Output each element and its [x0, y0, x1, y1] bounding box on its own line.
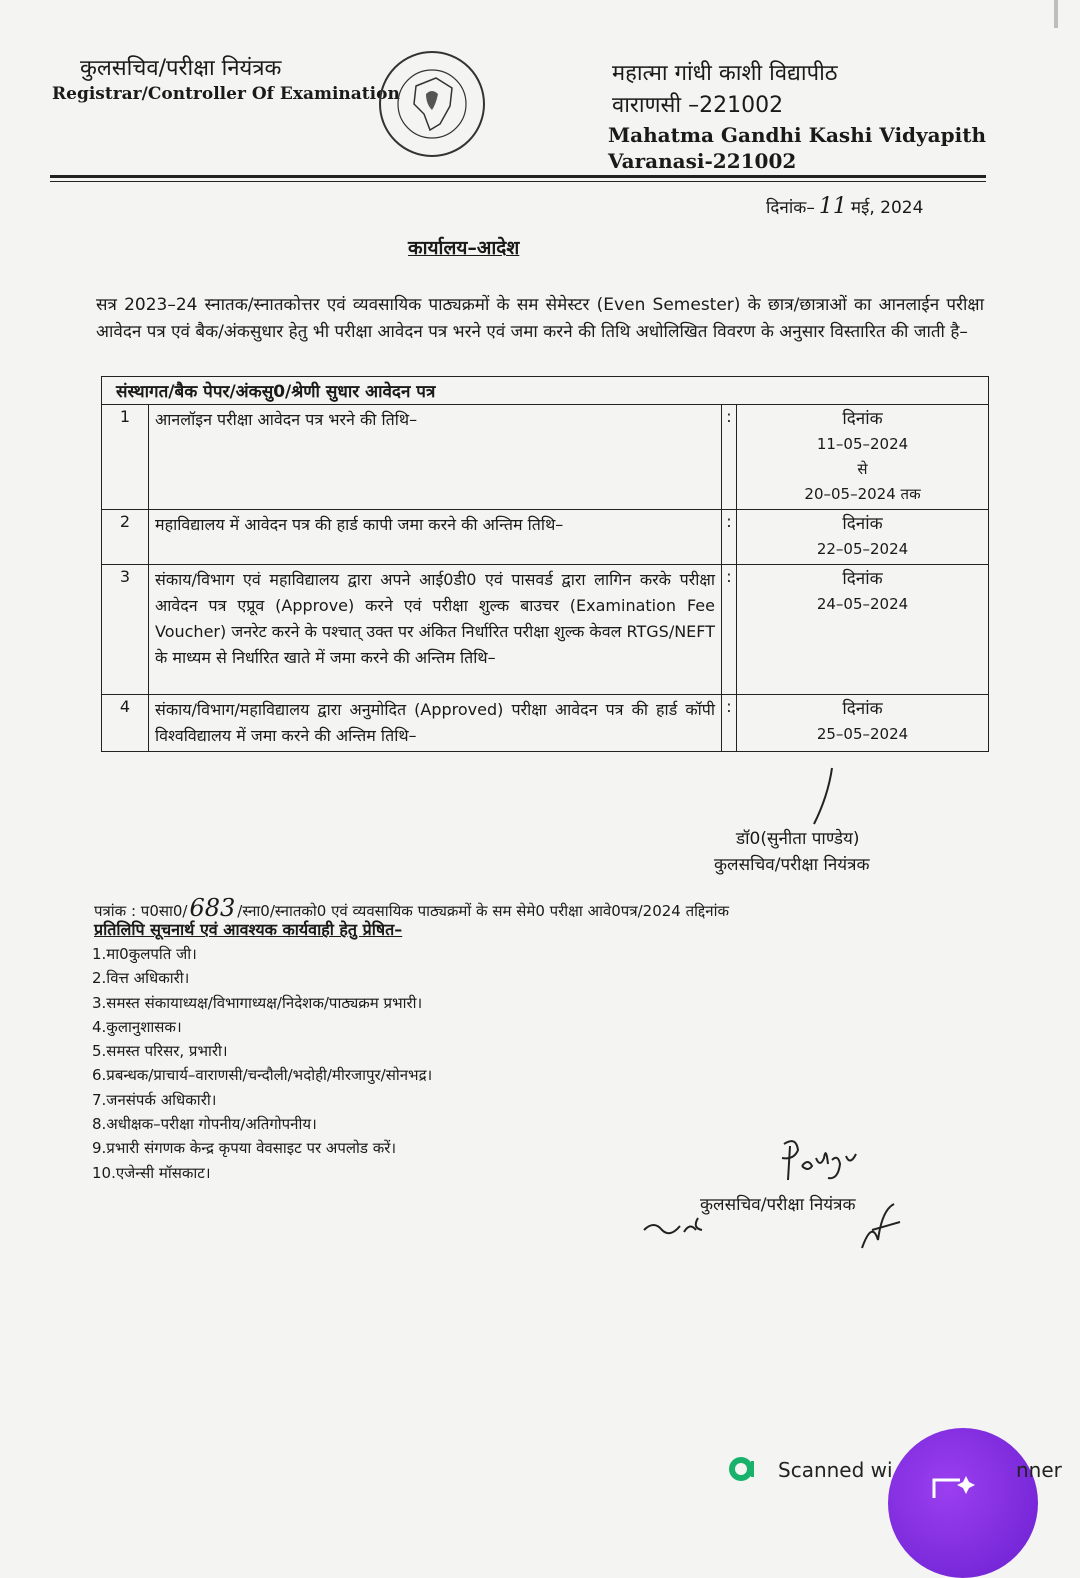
list-item: 10.एजेन्सी मॉसकाट। [92, 1163, 211, 1182]
list-item: 9.प्रभारी संगणक केन्द्र कृपया वेवसाइट पर अपलोड करें। [92, 1139, 397, 1158]
table-row [102, 405, 989, 510]
registrar-title-english: Registrar/Controller Of Examination [52, 84, 400, 104]
list-item: 3.समस्त संकायाध्यक्ष/विभागाध्यक्ष/निदेशक/पाठ्यक्रम प्रभारी। [92, 993, 423, 1012]
row-colon: : [722, 405, 737, 510]
row-date-value: 22–05–2024 [816, 540, 909, 558]
row-colon: : [722, 510, 737, 565]
row-number: 4 [102, 695, 149, 752]
row-date-value-end: 20–05–2024 तक [804, 485, 921, 503]
row-date [737, 405, 989, 510]
row-date [737, 565, 989, 695]
document-date [766, 194, 923, 219]
registrar-title-hindi: कुलसचिव/परीक्षा नियंत्रक [80, 56, 282, 81]
list-item: 4.कुलानुशासक। [92, 1017, 182, 1036]
row-date-label: दिनांक [842, 409, 883, 429]
row-date-label: दिनांक [842, 514, 883, 534]
footer-signatory-post: कुलसचिव/परीक्षा नियंत्रक [700, 1195, 856, 1215]
page-edge-mark [1054, 0, 1058, 28]
row-date-label: दिनांक [842, 569, 883, 589]
row-description: संकाय/विभाग/महाविद्यालय द्वारा अनुमोदित (Approved) परीक्षा आवेदन पत्र की हार्ड कॉपी विश्वविद्यालय में जमा करने की अन्तिम तिथि– [149, 695, 722, 752]
reference-prefix: पत्रांक : प0सा0/ [94, 902, 188, 920]
row-date-value: 25–05–2024 [816, 725, 909, 743]
list-item: 7.जनसंपर्क अधिकारी। [92, 1090, 217, 1109]
date-rest: मई, 2024 [850, 198, 924, 218]
row-description: महाविद्यालय में आवेदन पत्र की हार्ड कापी जमा करने की अन्तिम तिथि– [149, 510, 722, 565]
row-colon: : [722, 695, 737, 752]
city-hindi-line: वाराणसी –221002 [612, 93, 784, 118]
order-intro-paragraph: सत्र 2023–24 स्नातक/स्नातकोत्तर एवं व्यवसायिक पाठ्यक्रमों के सम सेमेस्टर (Even Semester) के छात्र/छात्राओं का आनलाईन परीक्षा आवेदन पत्र एवं बैक/अंकसुधार हेतु भी परीक्षा आवेदन पत्र भरने एवं जमा करने की तिथि अधोलिखित विवरण के अनुसार विस्तारित की जाती है– [96, 295, 984, 342]
row-colon: : [722, 565, 737, 695]
university-name-hindi [612, 58, 838, 122]
row-date-separator: से [857, 460, 868, 478]
list-item: 5.समस्त परिसर, प्रभारी। [92, 1042, 228, 1061]
table-row [102, 695, 989, 752]
list-item: 1.मा0कुलपति जी। [92, 945, 197, 963]
scanner-badge[interactable] [888, 1428, 1038, 1578]
copy-to-list [92, 942, 432, 1185]
schedule-table [101, 376, 989, 752]
order-title: कार्यालय–आदेश [408, 237, 520, 259]
row-number: 3 [102, 565, 149, 695]
schedule-table-header: संस्थागत/बैक पेपर/अंकसु0/श्रेणी सुधार आवेदन पत्र [102, 377, 989, 405]
scanner-watermark-text: Scanned wi [778, 1458, 893, 1482]
row-date [737, 695, 989, 752]
university-name-hindi-line: महात्मा गांधी काशी विद्यापीठ [612, 61, 838, 86]
row-date [737, 510, 989, 565]
row-number: 2 [102, 510, 149, 565]
table-row [102, 565, 989, 695]
university-name-english [608, 122, 986, 174]
handwritten-signature [776, 1136, 866, 1186]
list-item: 8.अधीक्षक–परीक्षा गोपनीय/अतिगोपनीय। [92, 1115, 317, 1134]
row-description: आनलॉइन परीक्षा आवेदन पत्र भरने की तिथि– [149, 405, 722, 510]
sparkle-edit-icon [930, 1472, 976, 1502]
signatory-post: कुलसचिव/परीक्षा नियंत्रक [714, 855, 870, 875]
handwritten-initials [640, 1212, 720, 1242]
scanner-watermark-tail: nner [1016, 1458, 1062, 1482]
row-date-value: 24–05–2024 [816, 595, 909, 613]
signatory-name: डॉ0(सुनीता पाण्डेय) [736, 829, 860, 849]
list-item: 6.प्रबन्धक/प्राचार्य–वाराणसी/चन्दौली/भदोही/मीरजापुर/सोनभद्र। [92, 1066, 433, 1085]
copy-to-title: प्रतिलिपि सूचनार्थ एवं आवश्यक कार्यवाही हेतु प्रेषित– [94, 920, 403, 939]
row-date-label: दिनांक [842, 699, 883, 719]
schedule-table-header-row [102, 377, 989, 405]
university-seal [376, 48, 488, 160]
list-item: 2.वित्त अधिकारी। [92, 969, 190, 988]
header-rule-thick [50, 175, 986, 178]
reference-number: 683 [189, 894, 236, 922]
row-number: 1 [102, 405, 149, 510]
row-description: संकाय/विभाग एवं महाविद्यालय द्वारा अपने आई0डी0 एवं पासवर्ड द्वारा लागिन करके परीक्षा आवेदन पत्र एप्रूव (Approve) करने एवं परीक्षा शुल्क बाउचर (Examination Fee Voucher) जनरेट करने के पश्चात् उक्त पर अंकित निर्धारित परीक्षा शुल्क केवल RTGS/NEFT के माध्यम से निर्धारित खाते में जमा करने की अन्तिम तिथि– [149, 565, 722, 695]
row-date-value: 11–05–2024 [816, 435, 909, 453]
camscanner-logo-icon [727, 1455, 755, 1483]
date-label: दिनांक– [766, 198, 815, 218]
university-name-english-line: Mahatma Gandhi Kashi Vidyapith [608, 123, 986, 147]
table-row [102, 510, 989, 565]
city-english-line: Varanasi-221002 [608, 149, 797, 173]
reference-suffix: /स्ना0/स्नातको0 एवं व्यवसायिक पाठ्यक्रमों के सम सेमे0 परीक्षा आवे0पत्र/2024 तद्दिनांक [237, 902, 730, 920]
handwritten-mark [858, 1200, 904, 1254]
date-day: 11 [818, 194, 847, 219]
signature-stroke [808, 766, 838, 828]
header-rule-thin [50, 181, 986, 182]
